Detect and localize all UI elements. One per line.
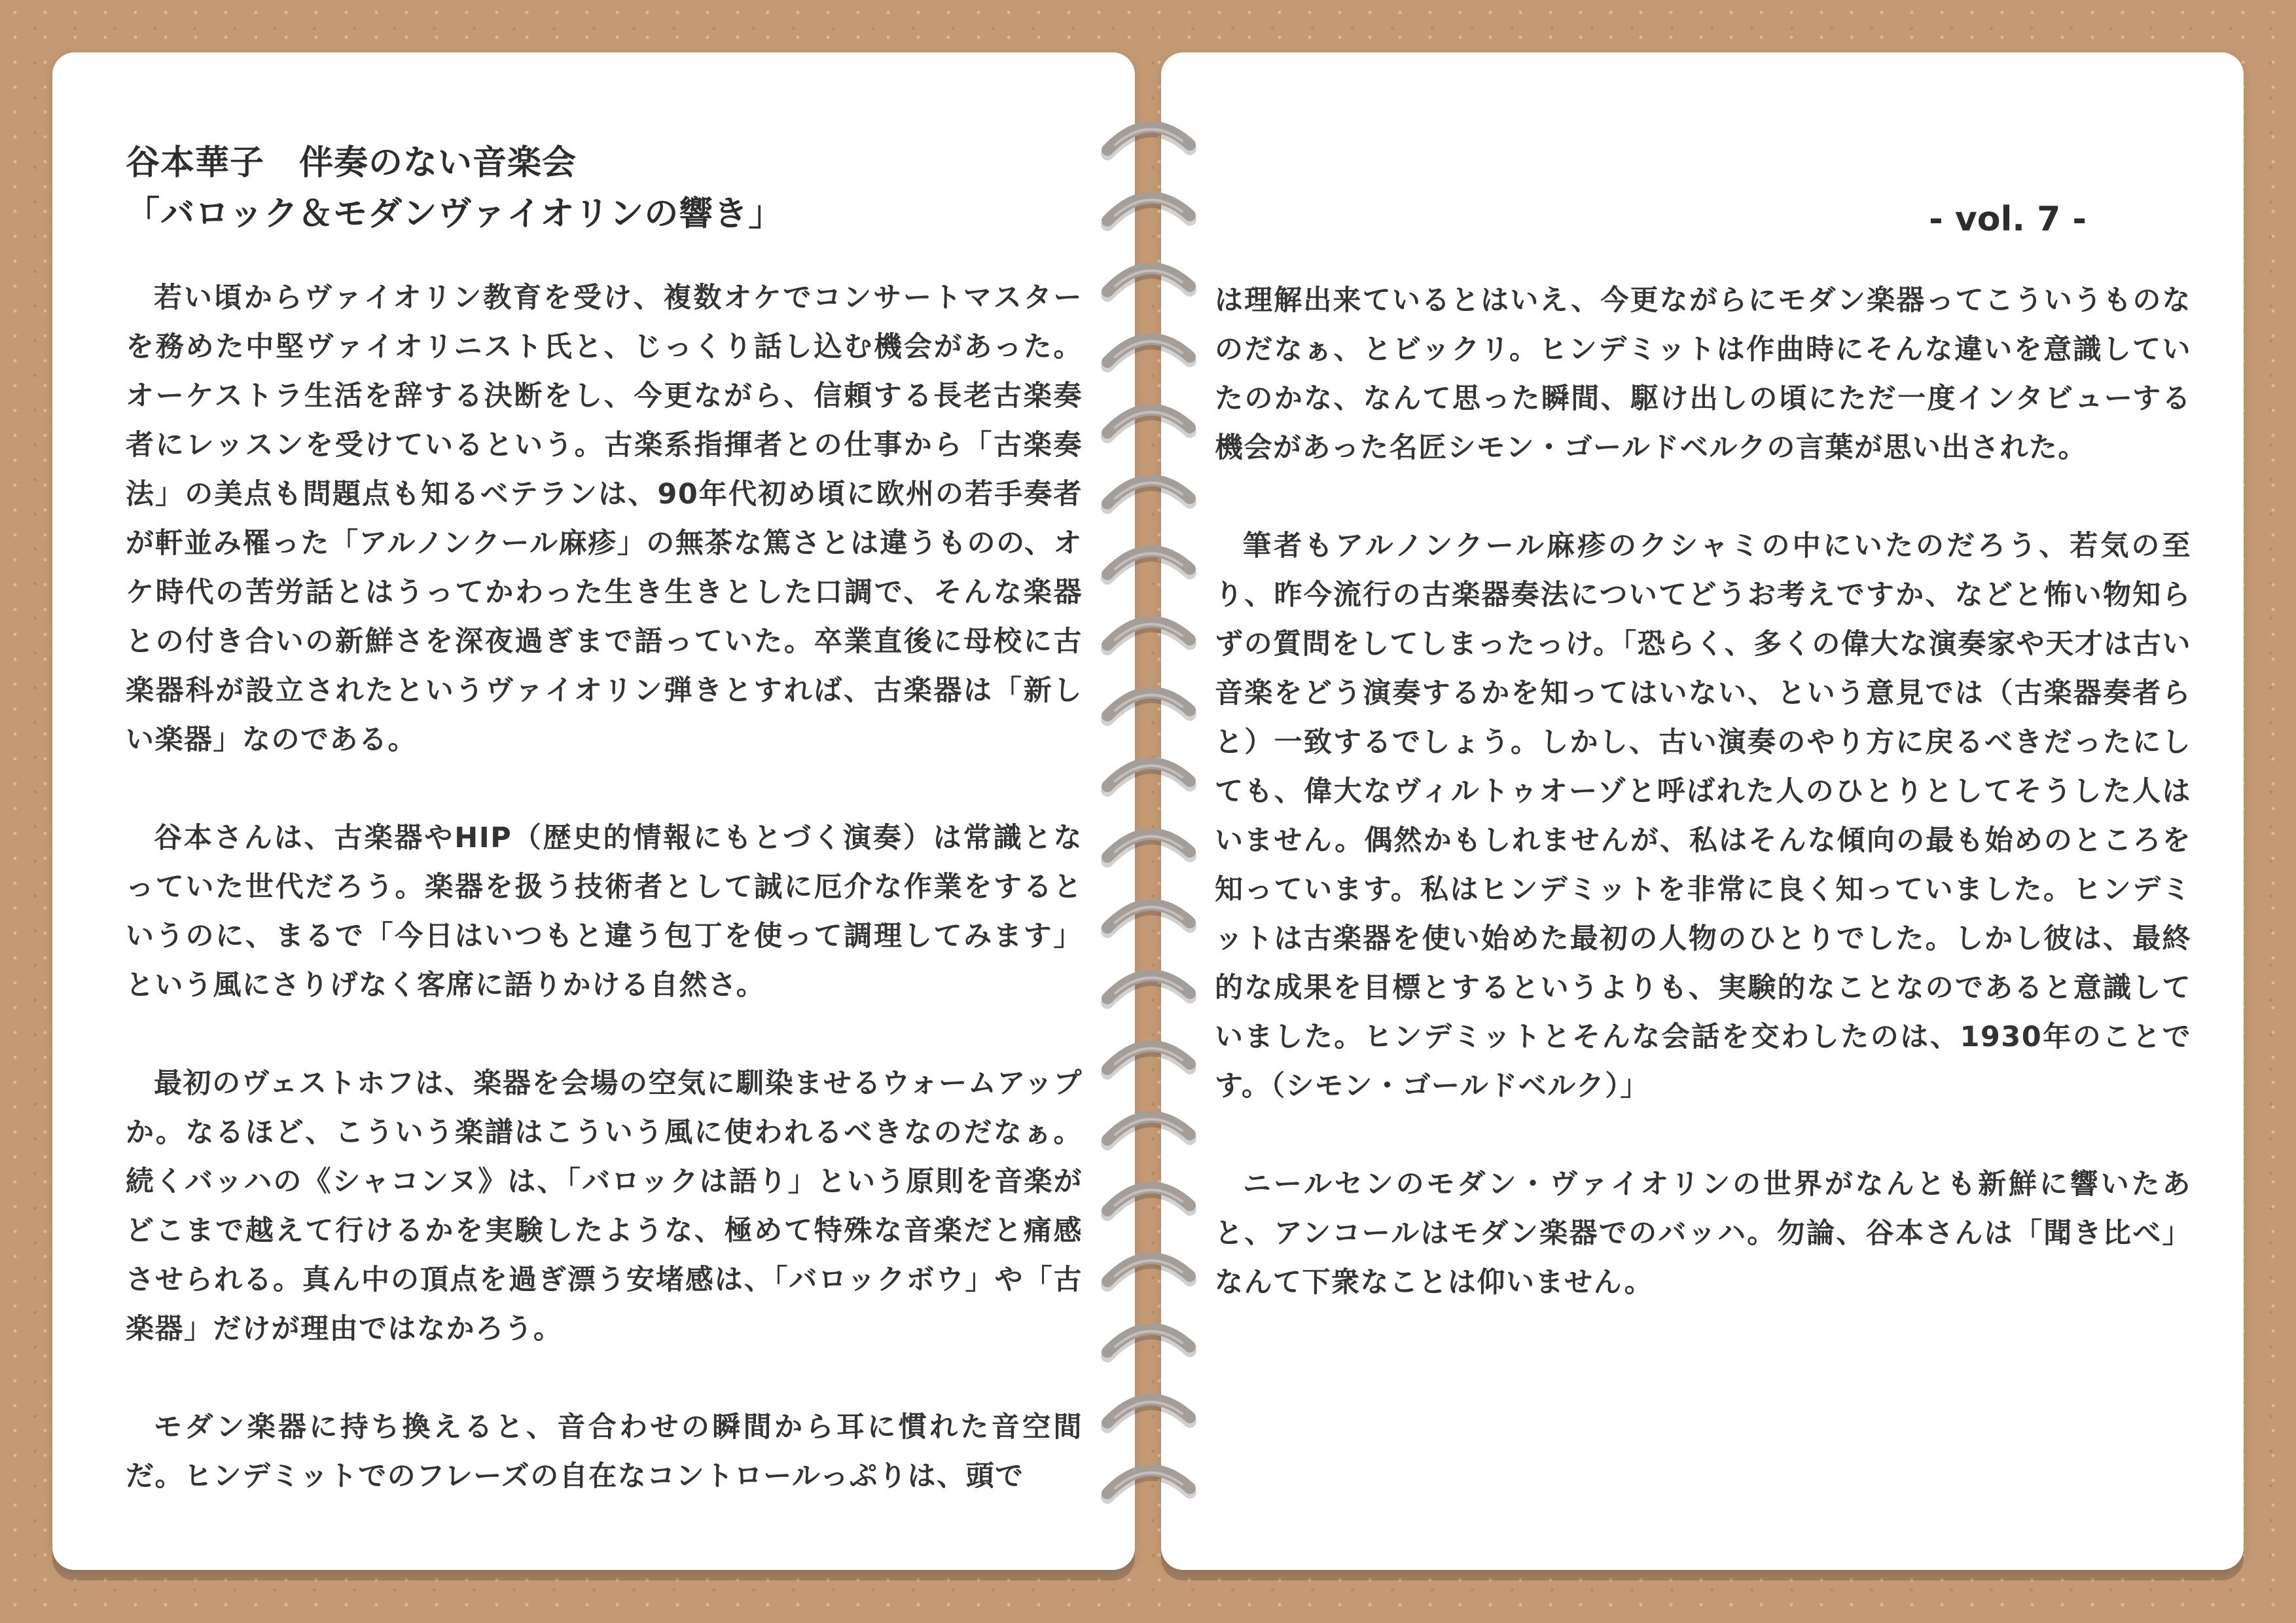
- spiral-ring-icon: [1100, 680, 1198, 733]
- spiral-binding: [1093, 115, 1204, 1516]
- paragraph-continuation: は理解出来ているとはいえ、今更ながらにモダン楽器ってこういうものなのだなぁ、とビックリ。ヒンデミットは作曲時にそんな違いを意識していたのかな、なんて思った瞬間、駆け出しの頃にただ一度インタビューする機会があった名匠シモン・ゴールドベルクの言葉が思い出された。: [1215, 284, 2191, 464]
- title-line-2: 「バロック＆モダンヴァイオリンの響き」: [126, 194, 783, 234]
- spiral-ring-icon: [1100, 1104, 1198, 1157]
- spiral-ring-icon: [1100, 1387, 1198, 1440]
- spiral-ring-icon: [1100, 610, 1198, 662]
- spiral-ring-icon: [1100, 822, 1198, 874]
- spiral-ring-icon: [1100, 1175, 1198, 1228]
- spiral-ring-icon: [1100, 1458, 1198, 1510]
- paragraph: 若い頃からヴァイオリン教育を受け、複数オケでコンサートマスターを務めた中堅ヴァイオリニスト氏と、じっくり話し込む機会があった。オーケストラ生活を辞する決断をし、今更ながら、信頼する長老古楽奏者にレッスンを受けているという。古楽系指揮者との仕事から「古楽奏法」の美点も問題点も知るベテランは、90年代初め頃に欧州の若手奏者が軒並み罹った「アルノンクール麻疹」の無茶な篤さとは違うものの、オケ時代の苦労話とはうってかわった生き生きとした口調で、そんな楽器との付き合いの新鮮さを深夜過ぎまで語っていた。卒業直後に母校に古楽器科が設立されたというヴァイオリン弾きとすれば、古楽器は「新しい楽器」なのである。: [126, 282, 1083, 756]
- spiral-ring-icon: [1100, 115, 1198, 167]
- spiral-ring-icon: [1100, 1317, 1198, 1369]
- spiral-ring-icon: [1100, 468, 1198, 520]
- spiral-ring-icon: [1100, 892, 1198, 945]
- spiral-ring-icon: [1100, 539, 1198, 591]
- spiral-ring-icon: [1100, 1246, 1198, 1298]
- spiral-ring-icon: [1100, 185, 1198, 238]
- title-line-1: 谷本華子 伴奏のない音楽会: [126, 143, 577, 183]
- spiral-ring-icon: [1100, 1034, 1198, 1086]
- right-body: [1215, 276, 2191, 1307]
- page-title: [126, 137, 1083, 240]
- paragraph: ニールセンのモダン・ヴァイオリンの世界がなんとも新鮮に響いたあと、アンコールはモダン楽器でのバッハ。勿論、谷本さんは「聞き比べ」なんて下衆なことは仰いません。: [1215, 1168, 2191, 1299]
- volume-label: - vol. 7 -: [1929, 200, 2087, 239]
- paragraph: 筆者もアルノンクール麻疹のクシャミの中にいたのだろう、若気の至り、昨今流行の古楽器奏法についてどうお考えですか、などと怖い物知らずの質問をしてしまったっけ。「恐らく、多くの偉大な演奏家や天才は古い音楽をどう演奏するかを知ってはいない、という意見では（古楽器奏者らと）一致するでしょう。しかし、古い演奏のやり方に戻るべきだったにしても、偉大なヴィルトゥオーゾと呼ばれた人のひとりとしてそうした人はいません。偶然かもしれませんが、私はそんな傾向の最も始めのところを知っています。私はヒンデミットを非常に良く知っていました。ヒンデミットは古楽器を使い始めた最初の人物のひとりでした。しかし彼は、最終的な成果を目標とするというよりも、実験的なことなのであると意識していました。ヒンデミットとそんな会話を交わしたのは、1930年のことです。（シモン・ゴールドベルク）」: [1215, 530, 2191, 1103]
- paragraph: 谷本さんは、古楽器やHIP（歴史的情報にもとづく演奏）は常識となっていた世代だろう。楽器を扱う技術者として誠に厄介な作業をするというのに、まるで「今日はいつもと違う包丁を使って調理してみます」という風にさりげなく客席に語りかける自然さ。: [126, 822, 1083, 1002]
- spiral-ring-icon: [1100, 751, 1198, 803]
- spiral-ring-icon: [1100, 397, 1198, 450]
- spiral-ring-icon: [1100, 963, 1198, 1015]
- paragraph: モダン楽器に持ち換えると、音合わせの瞬間から耳に慣れた音空間だ。ヒンデミットでのフレーズの自在なコントロールっぷりは、頭で: [126, 1411, 1083, 1493]
- spiral-ring-icon: [1100, 256, 1198, 308]
- left-page: [52, 52, 1135, 1570]
- right-page: [1161, 52, 2244, 1570]
- spiral-ring-icon: [1100, 327, 1198, 379]
- paragraph: 最初のヴェストホフは、楽器を会場の空気に馴染ませるウォームアップか。なるほど、こういう楽譜はこういう風に使われるべきなのだなぁ。続くバッハの《シャコンヌ》は、「バロックは語り」という原則を音楽がどこまで越えて行けるかを実験したような、極めて特殊な音楽だと痛感させられる。真ん中の頂点を過ぎ漂う安堵感は、「バロックボウ」や「古楽器」だけが理由ではなかろう。: [126, 1067, 1083, 1345]
